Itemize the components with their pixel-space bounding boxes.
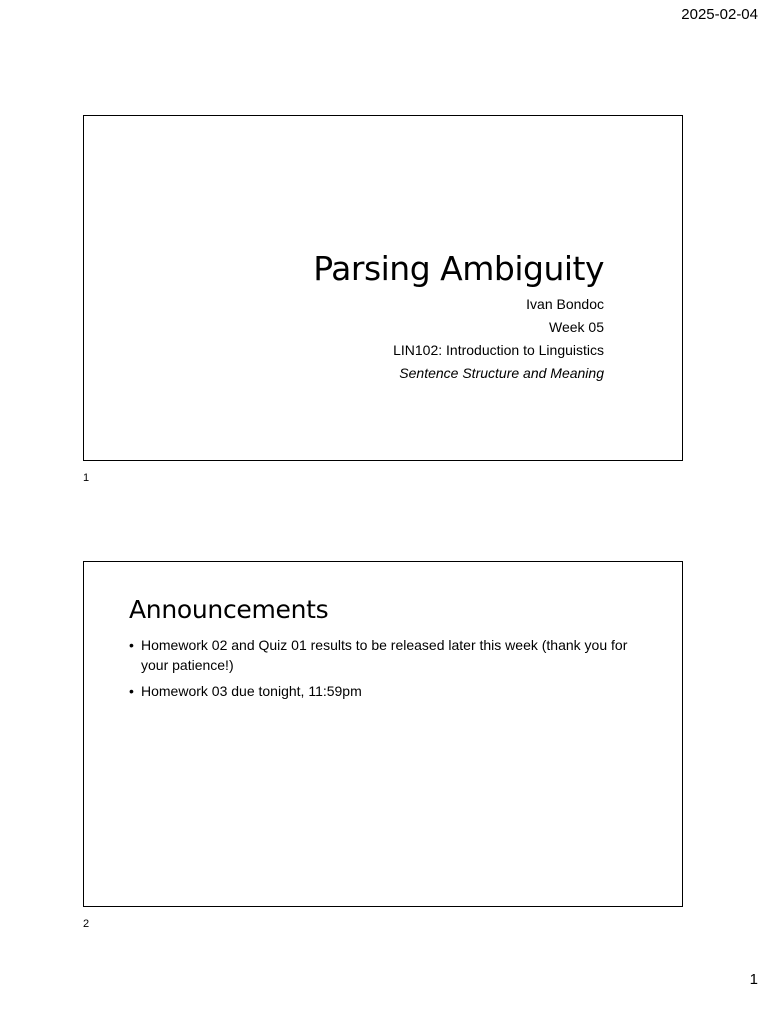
print-date: 2025-02-04 xyxy=(681,6,758,23)
announcement-item-homework-due: • Homework 03 due tonight, 11:59pm xyxy=(129,681,629,701)
announcements-heading: Announcements xyxy=(129,595,329,624)
slide-1-number: 1 xyxy=(83,472,90,484)
slide-title: Parsing Ambiguity xyxy=(313,249,604,288)
slide-1-title-slide xyxy=(83,115,683,461)
page-number: 1 xyxy=(749,971,758,988)
announcement-item-results: • Homework 02 and Quiz 01 results to be released later this week (thank you for your patience!) xyxy=(129,635,629,675)
slide-2-number: 2 xyxy=(83,918,90,930)
announcements-list xyxy=(129,635,629,707)
title-block xyxy=(313,249,604,385)
lecture-topic: Sentence Structure and Meaning xyxy=(399,365,604,381)
slide-2-announcements xyxy=(83,561,683,907)
author-name: Ivan Bondoc xyxy=(526,296,604,312)
course-name: LIN102: Introduction to Linguistics xyxy=(393,342,604,358)
week-label: Week 05 xyxy=(549,319,604,335)
